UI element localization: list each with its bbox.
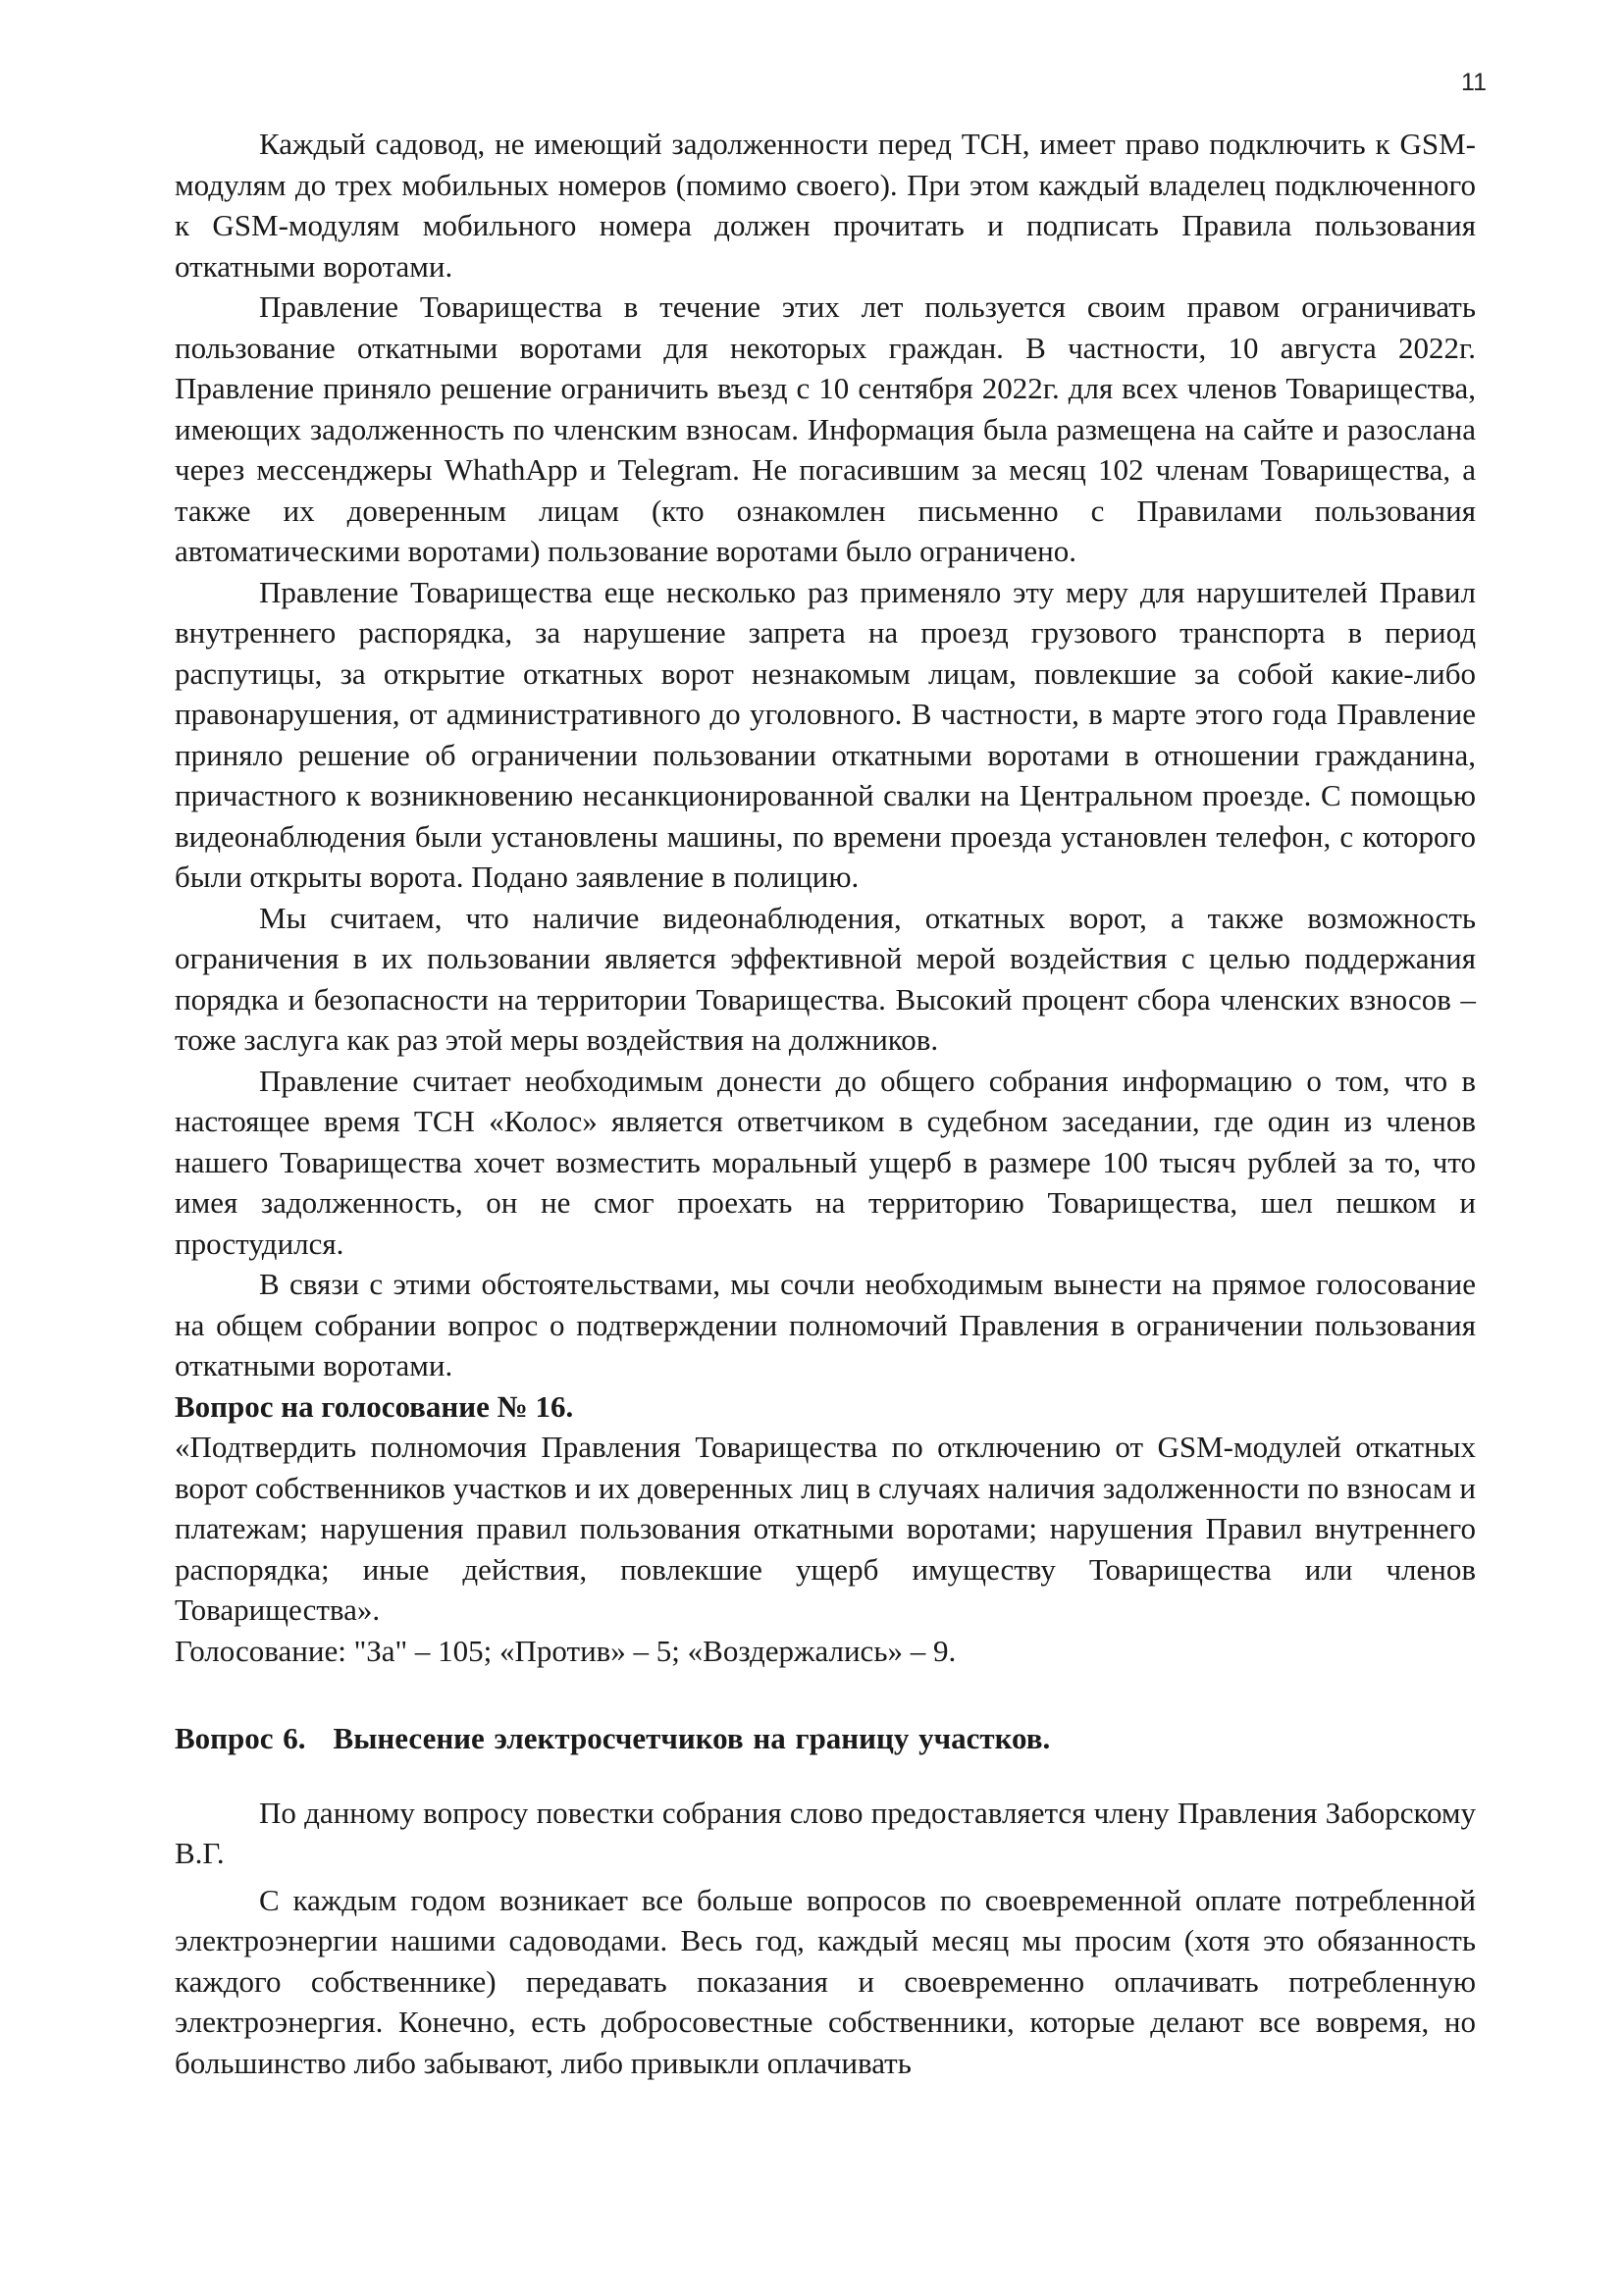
paragraph-speaker: По данному вопросу повестки собрания слово предоставляется члену Правления Заборскому В.Г. bbox=[175, 1795, 1476, 1870]
paragraph-board-restrictions: Правление Товарищества в течение этих лет пользуется своим правом ограничивать пользование откатными воротами для некоторых граждан. В частности, 10 августа 2022г. Правление приняло решение ограничить въезд с 10 сентября 2022г. для всех членов Товарищества, имеющих задолженность по членским взносам. Информация была размещена на сайте и разослана через мессенджеры WhathApp и Telegram. Не погасившим за месяц 102 членам Товарищества, а также их доверенным лицам (кто ознакомлен письменно с Правилами пользования автоматическими воротами) пользование воротами было ограничено. bbox=[175, 289, 1476, 568]
paragraph-lawsuit: Правление считает необходимым донести до общего собрания информацию о том, что в настоящее время ТСН «Колос» является ответчиком в судебном заседании, где один из членов нашего Товарищества хочет возместить моральный ущерб в размере 100 тысяч рублей за то, что имея задолженность, он не смог проехать на территорию Товарищества, шел пешком и простудился. bbox=[175, 1063, 1476, 1261]
vote-question-heading: Вопрос на голосование № 16. bbox=[175, 1388, 574, 1424]
paragraph-effectiveness: Мы считаем, что наличие видеонаблюдения, откатных ворот, а также возможность ограничения в их пользовании является эффективной мерой воздействия с целью поддержания порядка и безопасности на территории Товарищества. Высокий процент сбора членских взносов – тоже заслуга как раз этой меры воздействия на должников. bbox=[175, 900, 1476, 1057]
paragraph-gsm-numbers: Каждый садовод, не имеющий задолженности перед ТСН, имеет право подключить к GSM-модулям до трех мобильных номеров (помимо своего). При этом каждый владелец подключенного к GSM-модулям мобильного номера должен прочитать и подписать Правила пользования откатными воротами. bbox=[175, 127, 1476, 284]
section-number: Вопрос 6. bbox=[175, 1721, 306, 1755]
page-number: 11 bbox=[1461, 69, 1487, 96]
paragraph-violators: Правление Товарищества еще несколько раз применяло эту меру для нарушителей Правил внутреннего распорядка, за нарушение запрета на проезд грузового транспорта в период распутицы, за открытие откатных ворот незнакомым лицам, повлекшие за собой какие-либо правонарушения, от административного до уголовного. В частности, в марте этого года Правление приняло решение об ограничении пользовании откатными воротами в отношении гражданина, причастного к возникновению несанкционированной свалки на Центральном проезде. С помощью видеонаблюдения были установлены машины, по времени проезда установлен телефон, с которого были открыты ворота. Подано заявление в полицию. bbox=[175, 574, 1476, 894]
paragraph-electricity-payment: С каждым годом возникает все больше вопросов по своевременной оплате потребленной электроэнергии нашими садоводами. Весь год, каждый месяц мы просим (хотя это обязанность каждого собственнике) передавать показания и своевременно оплачивать потребленную электроэнергия. Конечно, есть добросовестные собственники, которые делают все вовремя, но большинство либо забывают, либо привыкли оплачивать bbox=[175, 1882, 1476, 2080]
paragraph-vote-motivation: В связи с этими обстоятельствами, мы сочли необходимым вынести на прямое голосование на общем собрании вопрос о подтверждении полномочий Правления в ограничении пользования откатными воротами. bbox=[175, 1267, 1476, 1382]
document-body bbox=[175, 124, 1476, 2083]
section-heading bbox=[175, 1718, 1476, 1759]
vote-result: Голосование: "За" – 105; «Против» – 5; «Воздержались» – 9. bbox=[175, 1633, 957, 1668]
vote-question-text: «Подтвердить полномочия Правления Товарищества по отключению от GSM-модулей откатных ворот собственников участков и их доверенных лиц в случаях наличия задолженности по взносам и платежам; нарушения правил пользования откатными воротами; нарушения Правил внутреннего распорядка; иные действия, повлекшие ущерб имуществу Товарищества или членов Товарищества». bbox=[175, 1430, 1476, 1627]
section-title: Вынесение электросчетчиков на границу участков. bbox=[333, 1721, 1051, 1755]
